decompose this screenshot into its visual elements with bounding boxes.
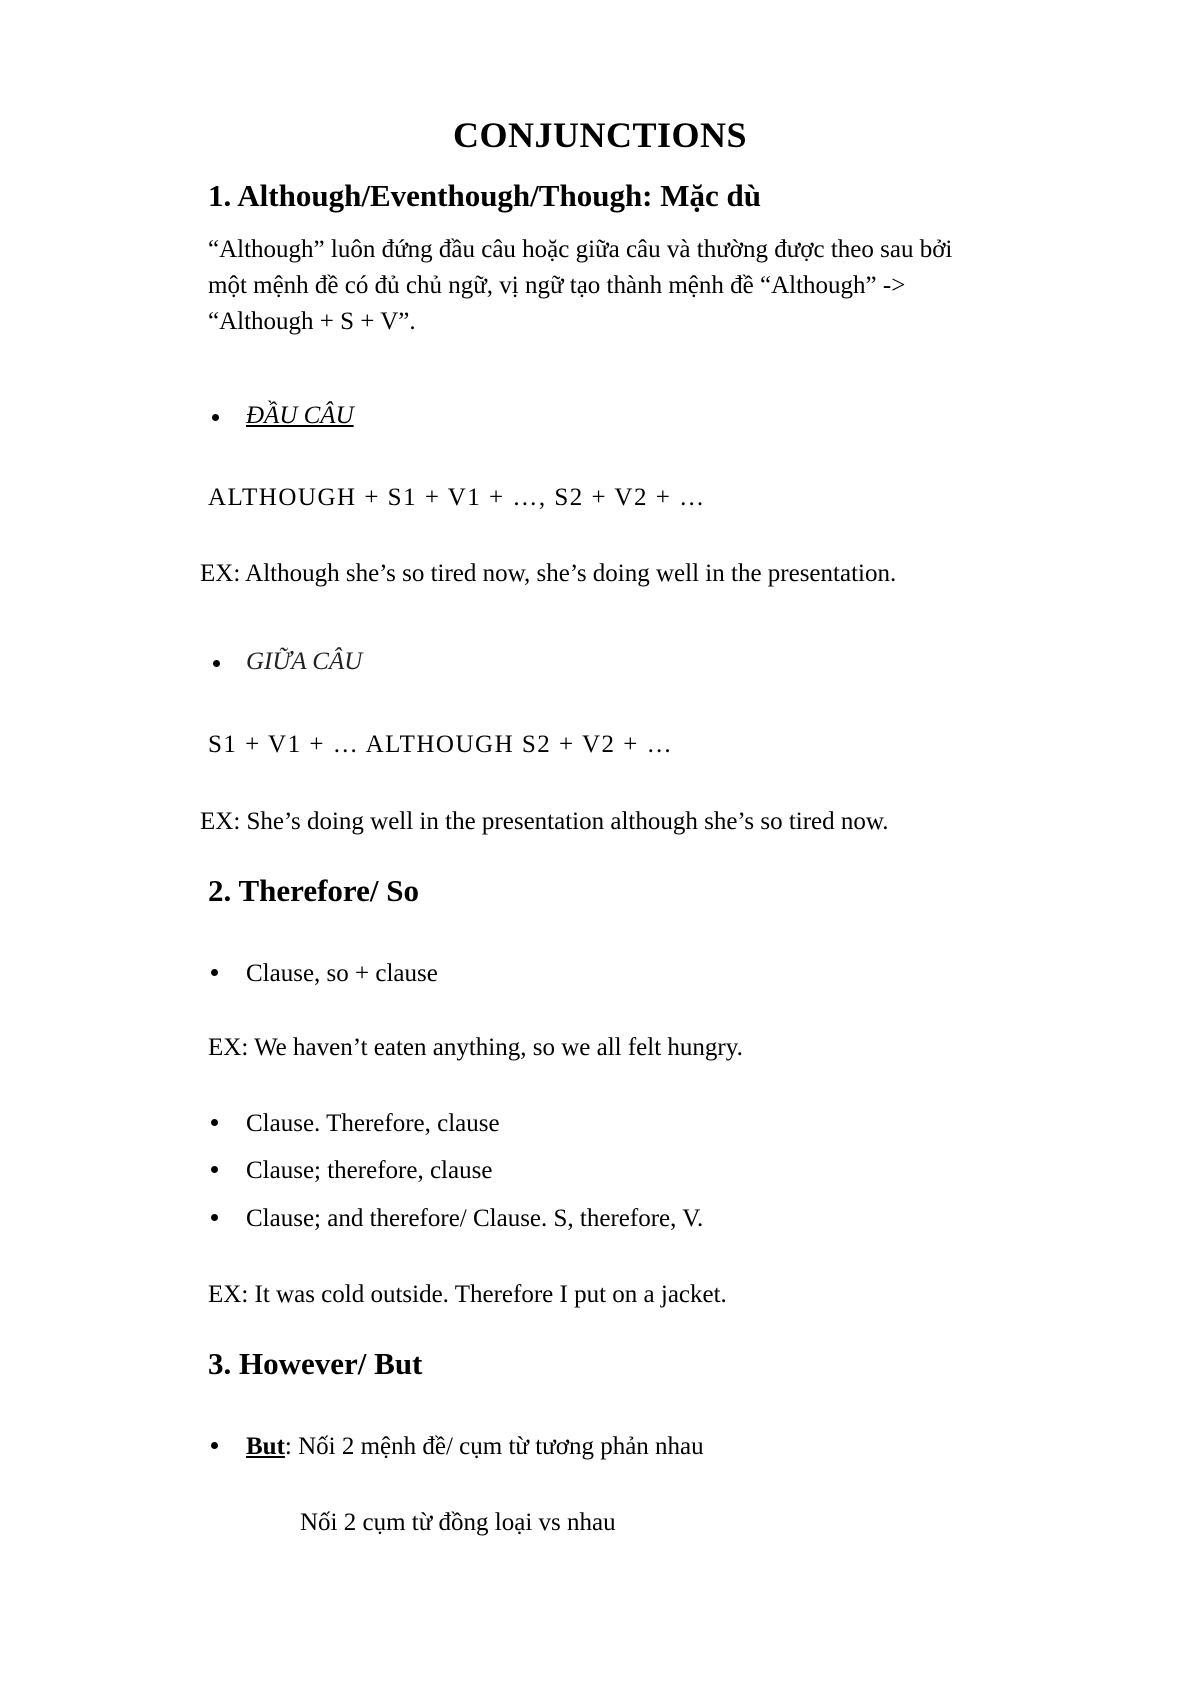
section-1-intro-line-3: “Although + S + V”.: [208, 308, 416, 335]
but-line: [246, 1429, 704, 1465]
example-dau-cau: EX: Although she’s so tired now, she’s doing well in the presentation.: [200, 560, 897, 587]
bullet-icon: [213, 660, 220, 667]
bullet-icon: [211, 1166, 218, 1173]
sub-label-dau-cau-text: ĐẦU CÂU: [246, 402, 354, 429]
formula-giua-cau: S1 + V1 + … ALTHOUGH S2 + V2 + …: [208, 731, 674, 758]
section-1-intro-line-1: “Although” luôn đứng đầu câu hoặc giữa câu và thường được theo sau bởi: [208, 236, 953, 263]
bullet-icon: [211, 1119, 218, 1126]
section-1-intro-line-2: một mệnh đề có đủ chủ ngữ, vị ngữ tạo thành mệnh đề “Although” ->: [208, 272, 906, 299]
section-2-heading: 2. Therefore/ So: [208, 873, 419, 908]
bullet-icon: [211, 1442, 218, 1449]
but-keyword: But: [246, 1433, 285, 1460]
sub-label-dau-cau: [222, 398, 354, 434]
section-2-bullet-1: Clause, so + clause: [246, 960, 438, 987]
section-2-bullet-4: Clause; and therefore/ Clause. S, therefore, V.: [246, 1205, 704, 1232]
section-2-bullet-3: Clause; therefore, clause: [246, 1157, 493, 1184]
section-2-example-2: EX: It was cold outside. Therefore I put on a jacket.: [208, 1281, 727, 1308]
section-2-bullet-2: Clause. Therefore, clause: [246, 1110, 500, 1137]
bullet-icon: [211, 969, 218, 976]
example-giua-cau: EX: She’s doing well in the presentation although she’s so tired now.: [200, 808, 889, 835]
sub-label-giua-cau: GIỮA CÂU: [246, 648, 363, 675]
page-title: CONJUNCTIONS: [452, 115, 748, 155]
section-3-heading: 3. However/ But: [208, 1346, 423, 1381]
bullet-icon: [211, 1214, 218, 1221]
but-description-2: Nối 2 cụm từ đồng loại vs nhau: [300, 1509, 616, 1536]
section-1-heading: 1. Although/Eventhough/Though: Mặc dù: [208, 178, 762, 213]
section-2-example-1: EX: We haven’t eaten anything, so we all felt hungry.: [208, 1034, 743, 1061]
but-description: : Nối 2 mệnh đề/ cụm từ tương phản nhau: [284, 1433, 704, 1460]
bullet-icon: [212, 414, 219, 421]
formula-dau-cau: ALTHOUGH + S1 + V1 + …, S2 + V2 + …: [208, 484, 706, 511]
